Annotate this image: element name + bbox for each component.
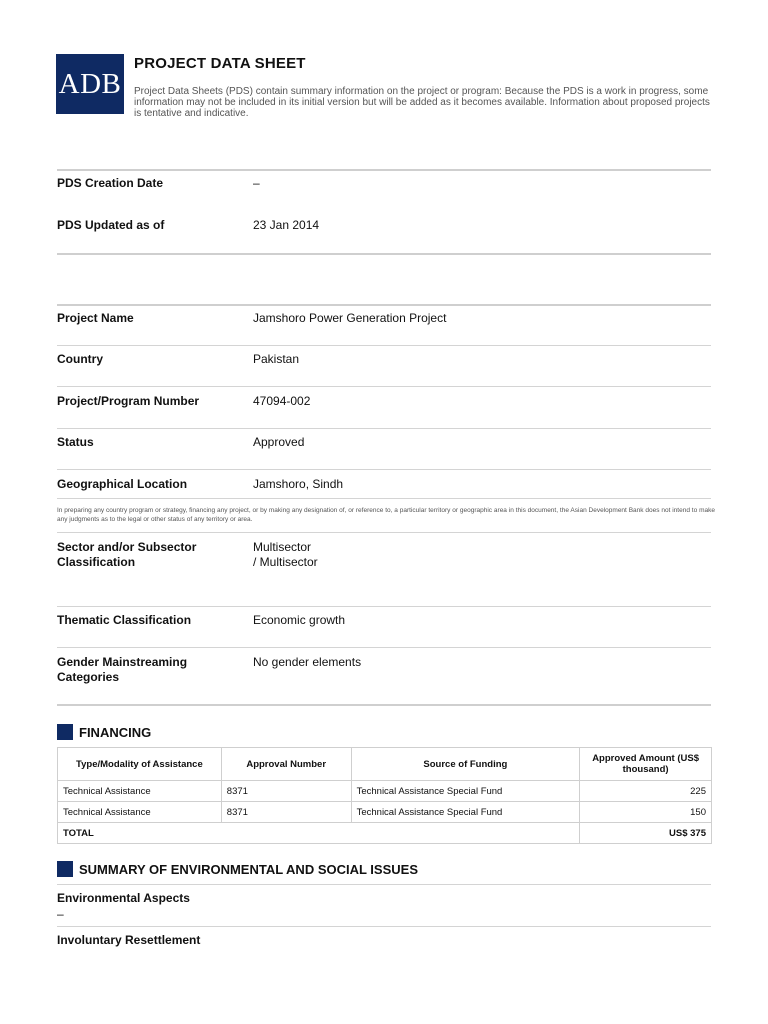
- divider: [57, 606, 711, 607]
- status-label: Status: [57, 435, 94, 449]
- country-label: Country: [57, 352, 103, 366]
- section-marker: [57, 724, 73, 740]
- gender-value: No gender elements: [253, 655, 362, 669]
- divider: [57, 169, 711, 171]
- divider: [57, 253, 711, 255]
- summary-section-title: SUMMARY OF ENVIRONMENTAL AND SOCIAL ISSUES: [79, 862, 418, 877]
- column-header-approval: Approval Number: [221, 748, 351, 781]
- cell-approval: 8371: [221, 781, 351, 802]
- section-marker: [57, 861, 73, 877]
- financing-table: [57, 747, 712, 844]
- project-name-label: Project Name: [57, 311, 134, 325]
- page-title: PROJECT DATA SHEET: [134, 55, 306, 72]
- column-header-type: Type/Modality of Assistance: [58, 748, 222, 781]
- cell-type: Technical Assistance: [58, 781, 222, 802]
- project-number-value: 47094-002: [253, 394, 311, 408]
- project-name-value: Jamshoro Power Generation Project: [253, 311, 447, 325]
- thematic-value: Economic growth: [253, 613, 346, 627]
- thematic-label: Thematic Classification: [57, 613, 192, 627]
- intro-text: Project Data Sheets (PDS) contain summary information on the project or program: Because the PDS is a work in progress, some information may not be included in its initial version but will be added as it becomes available. Information about proposed projects is tentative and indicative.: [134, 86, 710, 119]
- gender-label: Gender Mainstreaming Categories: [57, 655, 188, 684]
- cell-amount: 225: [580, 781, 712, 802]
- table-row: [58, 802, 712, 823]
- total-value: US$ 375: [580, 823, 712, 844]
- pds-updated-label: PDS Updated as of: [57, 218, 165, 232]
- territory-disclaimer: In preparing any country program or strategy, financing any project, or by making any designation of, or reference to, a particular territory or geographic area in this document, the Asian Development Bank does not intend to make any judgments as to the legal or other status of any territory or area.: [57, 507, 715, 523]
- divider: [57, 469, 711, 470]
- country-value: Pakistan: [253, 352, 300, 366]
- location-value: Jamshoro, Sindh: [253, 477, 344, 491]
- column-header-source: Source of Funding: [351, 748, 580, 781]
- table-row: [58, 781, 712, 802]
- sector-value: Multisector / Multisector: [253, 540, 318, 569]
- cell-type: Technical Assistance: [58, 802, 222, 823]
- project-number-label: Project/Program Number: [57, 394, 200, 408]
- divider: [57, 345, 711, 346]
- cell-amount: 150: [580, 802, 712, 823]
- divider: [57, 704, 711, 706]
- environmental-aspects-value: –: [57, 907, 64, 921]
- divider: [57, 926, 711, 927]
- column-header-amount: Approved Amount (US$ thousand): [580, 748, 712, 781]
- adb-logo: ADB: [56, 54, 124, 114]
- divider: [57, 428, 711, 429]
- divider: [57, 532, 711, 533]
- total-label: TOTAL: [58, 823, 580, 844]
- cell-source: Technical Assistance Special Fund: [351, 802, 580, 823]
- table-total-row: [58, 823, 712, 844]
- environmental-aspects-label: Environmental Aspects: [57, 891, 190, 905]
- sector-label: Sector and/or Subsector Classification: [57, 540, 197, 569]
- divider: [57, 304, 711, 306]
- pds-creation-date-label: PDS Creation Date: [57, 176, 164, 190]
- cell-approval: 8371: [221, 802, 351, 823]
- status-value: Approved: [253, 435, 305, 449]
- divider: [57, 386, 711, 387]
- financing-section-title: FINANCING: [79, 725, 152, 740]
- pds-creation-date-value: –: [253, 176, 260, 190]
- pds-updated-value: 23 Jan 2014: [253, 218, 320, 232]
- location-label: Geographical Location: [57, 477, 188, 491]
- divider: [57, 498, 711, 499]
- divider: [57, 647, 711, 648]
- table-header-row: [58, 748, 712, 781]
- cell-source: Technical Assistance Special Fund: [351, 781, 580, 802]
- divider: [57, 884, 711, 885]
- involuntary-resettlement-label: Involuntary Resettlement: [57, 933, 201, 947]
